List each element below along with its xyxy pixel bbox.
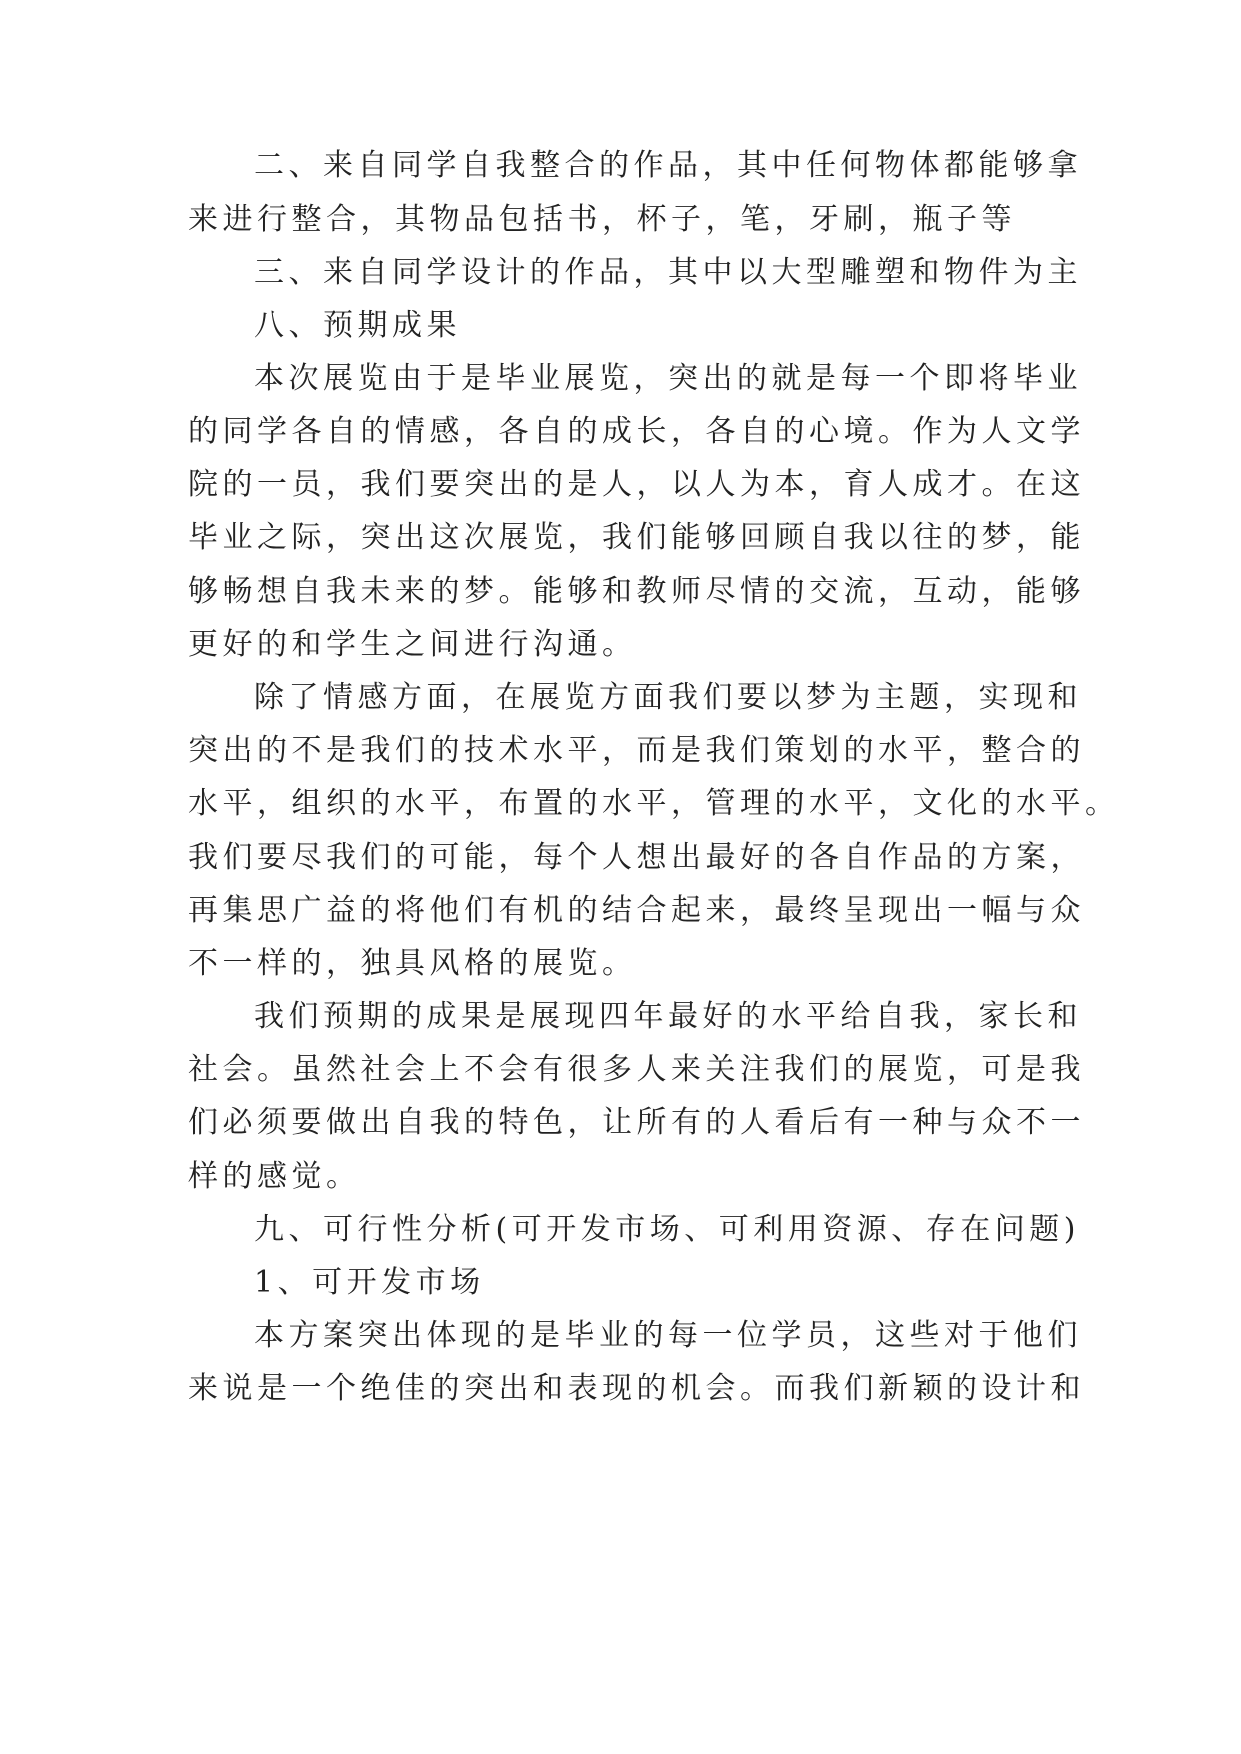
text-line: 来进行整合，其物品包括书，杯子，笔，牙刷，瓶子等 (188, 202, 1016, 237)
text-line: 不一样的，独具风格的展览。 (188, 946, 637, 981)
text-line: 三、来自同学设计的作品，其中以大型雕塑和物件为主 (254, 255, 1082, 290)
text-line: 更好的和学生之间进行沟通。 (188, 627, 637, 662)
text-line: 样的感觉。 (188, 1159, 361, 1194)
text-line: 二、来自同学自我整合的作品，其中任何物体都能够拿 (254, 148, 1082, 183)
section-heading: 九、可行性分析(可开发市场、可利用资源、存在问题) (254, 1212, 1080, 1247)
text-line: 本次展览由于是毕业展览，突出的就是每一个即将毕业 (254, 361, 1082, 396)
text-line: 够畅想自我未来的梦。能够和教师尽情的交流，互动，能够 (188, 574, 1085, 609)
text-line: 院的一员，我们要突出的是人，以人为本，育人成才。在这 (188, 467, 1085, 502)
text-line: 我们要尽我们的可能，每个人想出最好的各自作品的方案， (188, 840, 1085, 875)
text-line: 社会。虽然社会上不会有很多人来关注我们的展览，可是我 (188, 1052, 1085, 1087)
text-line: 水平，组织的水平，布置的水平，管理的水平，文化的水平。 (188, 786, 1120, 821)
section-heading: 八、预期成果 (254, 308, 461, 343)
text-line: 毕业之际，突出这次展览，我们能够回顾自我以往的梦，能 (188, 520, 1085, 555)
text-line: 我们预期的成果是展现四年最好的水平给自我，家长和 (254, 999, 1082, 1034)
text-line: 再集思广益的将他们有机的结合起来，最终呈现出一幅与众 (188, 893, 1085, 928)
text-line: 本方案突出体现的是毕业的每一位学员，这些对于他们 (254, 1318, 1082, 1353)
text-line: 突出的不是我们的技术水平，而是我们策划的水平，整合的 (188, 733, 1085, 768)
text-line: 来说是一个绝佳的突出和表现的机会。而我们新颖的设计和 (188, 1371, 1085, 1406)
text-line: 们必须要做出自我的特色，让所有的人看后有一种与众不一 (188, 1105, 1085, 1140)
text-line: 的同学各自的情感，各自的成长，各自的心境。作为人文学 (188, 414, 1085, 449)
subsection-heading: 1、可开发市场 (254, 1265, 485, 1300)
text-line: 除了情感方面，在展览方面我们要以梦为主题，实现和 (254, 680, 1082, 715)
